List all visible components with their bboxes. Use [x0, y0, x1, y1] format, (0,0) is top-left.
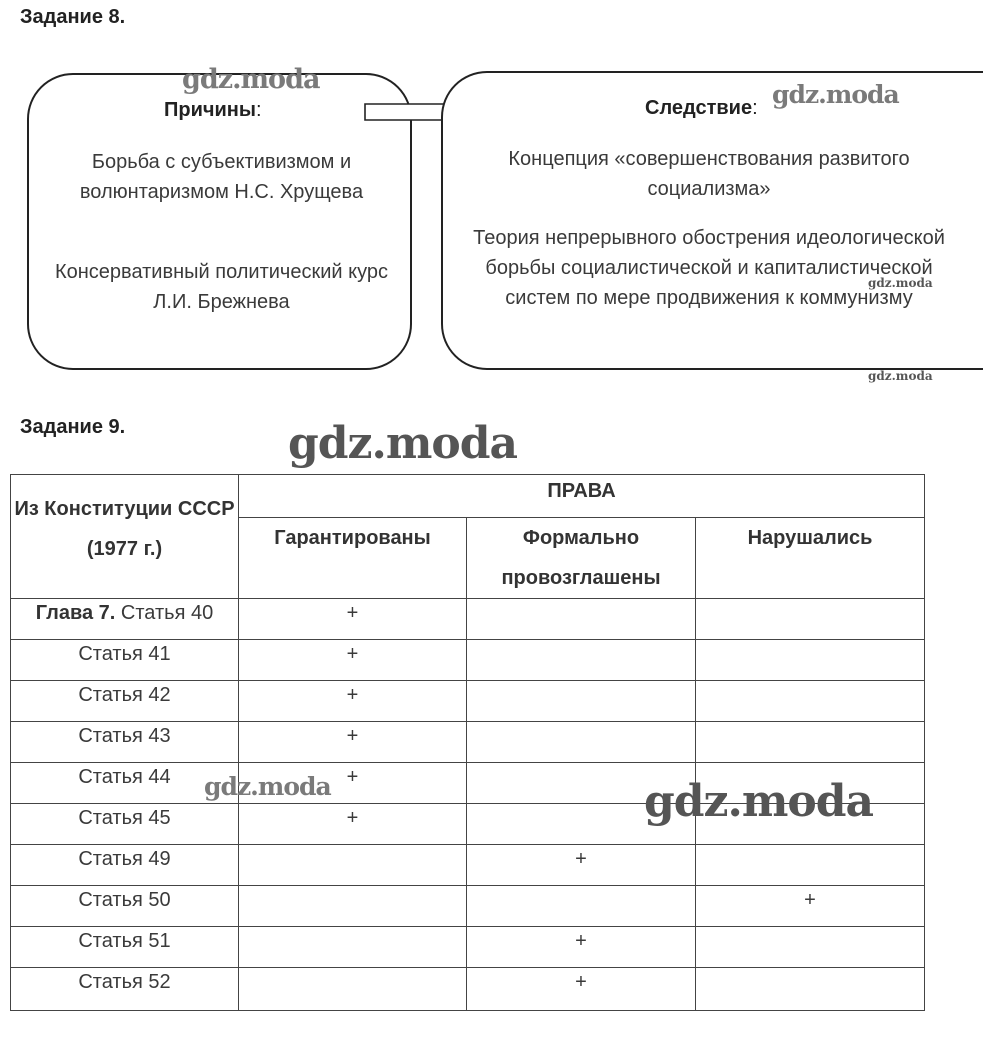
article-cell: Статья 49 [11, 845, 239, 886]
violated-cell [696, 681, 925, 722]
guaranteed-cell [239, 968, 467, 1011]
column-header-guaranteed: Гарантированы [239, 518, 467, 599]
guaranteed-cell [239, 927, 467, 968]
formal-cell [467, 640, 696, 681]
article-cell: Статья 43 [11, 722, 239, 763]
violated-cell [696, 599, 925, 640]
chapter-label: Глава 7. [35, 602, 116, 624]
task8-heading: Задание 8. [20, 6, 126, 28]
table-row [11, 845, 925, 886]
table-row [11, 886, 925, 927]
table-row [11, 968, 925, 1011]
watermark: gdz.moda [288, 418, 518, 469]
article-cell: Статья 42 [11, 681, 239, 722]
formal-cell [467, 599, 696, 640]
table-row [11, 681, 925, 722]
cause-text-1: Борьба с субъективизмом и волюнтаризмом Н.С. Хрущева [79, 151, 364, 203]
table-row [11, 927, 925, 968]
table-row [11, 640, 925, 681]
effects-title: Следствие: [645, 97, 758, 119]
table-row [11, 722, 925, 763]
effect-text-1: Концепция «совершенствования развитого социализма» [508, 148, 910, 200]
formal-cell [467, 681, 696, 722]
causes-title: Причины: [164, 99, 262, 121]
formal-cell [467, 722, 696, 763]
table-row [11, 599, 925, 640]
column-header-formal: Формально провозглашены [467, 518, 696, 599]
article-cell: Глава 7. Статья 40 [11, 599, 239, 640]
watermark: gdz.moda [868, 276, 933, 290]
guaranteed-cell: + [239, 599, 467, 640]
violated-cell [696, 845, 925, 886]
article-cell: Статья 52 [11, 968, 239, 1011]
violated-cell: + [696, 886, 925, 927]
cause-text-2: Консервативный политический курс Л.И. Брежнева [54, 261, 388, 313]
guaranteed-cell: + [239, 763, 467, 804]
violated-cell [696, 927, 925, 968]
article-cell: Статья 44 [11, 763, 239, 804]
rights-header: ПРАВА [239, 475, 925, 518]
article-cell: Статья 45 [11, 804, 239, 845]
watermark: gdz.moda [204, 772, 331, 801]
effect-text-2: Теория непрерывного обострения идеологической борьбы социалистической и капиталистической систем по мере продвижения к коммунизму [473, 227, 945, 309]
violated-cell [696, 640, 925, 681]
task9-heading: Задание 9. [20, 416, 126, 438]
formal-cell: + [467, 968, 696, 1011]
effects-box [441, 71, 983, 370]
watermark: gdz.moda [868, 369, 933, 383]
guaranteed-cell: + [239, 640, 467, 681]
guaranteed-cell [239, 845, 467, 886]
formal-cell [467, 886, 696, 927]
formal-cell: + [467, 927, 696, 968]
guaranteed-cell: + [239, 681, 467, 722]
column-header-violated: Нарушались [696, 518, 925, 599]
formal-cell: + [467, 845, 696, 886]
watermark: gdz.moda [772, 80, 899, 109]
guaranteed-cell [239, 886, 467, 927]
causes-box [27, 73, 412, 370]
violated-cell [696, 722, 925, 763]
rights-table [10, 474, 925, 1011]
watermark: gdz.moda [182, 64, 320, 95]
article-cell: Статья 50 [11, 886, 239, 927]
article-cell: Статья 51 [11, 927, 239, 968]
watermark: gdz.moda [644, 776, 874, 827]
article-cell: Статья 41 [11, 640, 239, 681]
guaranteed-cell: + [239, 722, 467, 763]
source-header: Из Конституции СССР (1977 г.) [11, 475, 239, 599]
guaranteed-cell: + [239, 804, 467, 845]
violated-cell [696, 968, 925, 1011]
